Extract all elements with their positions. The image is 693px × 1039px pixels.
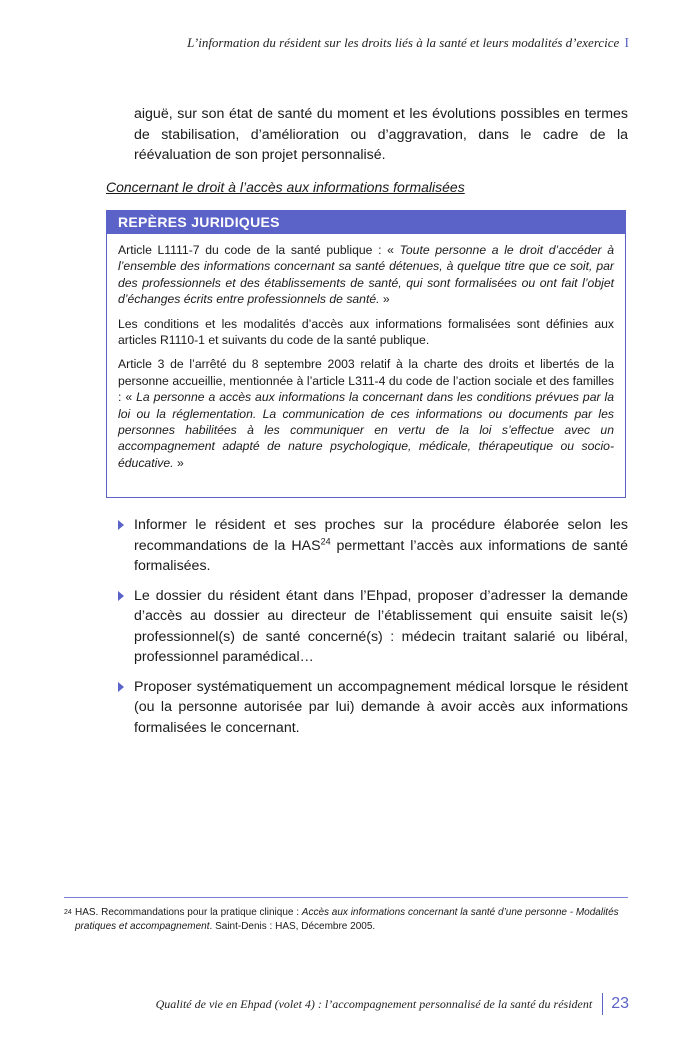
running-header [60, 35, 629, 52]
bullet-1-text: Informer le résident et ses proches sur la procédure élaborée selon les recommandations de la HAS [134, 517, 628, 554]
legal-p3-suffix: » [176, 455, 184, 470]
triangle-bullet-icon [118, 520, 124, 530]
section-title: Concernant le droit à l’accès aux informations formalisées [106, 179, 465, 195]
intro-paragraph: aiguë, sur son état de santé du moment et les évolutions possibles en termes de stabilisation, d’amélioration ou d’aggravation, dans le cadre de la réévaluation de son projet personnalisé. [134, 106, 628, 163]
recommendation-list [116, 515, 628, 747]
legal-box-body [107, 234, 625, 471]
part-number: I [624, 36, 629, 51]
bullet-1-text-end: permettant l’accès aux informations de santé formalisées. [134, 537, 628, 574]
footnote-title: Accès aux informations concernant la santé d’une personne - Modalités pratiques et accompagnement [75, 907, 619, 932]
legal-paragraph-2: Les conditions et les modalités d’accès aux informations formalisées sont définies aux articles R1110-1 et suivants du code de la santé publique. [118, 316, 614, 348]
legal-p1-suffix: » [382, 292, 390, 307]
legal-references-box [106, 210, 626, 498]
footnote-ref[interactable]: 24 [320, 535, 331, 546]
page-number: 23 [611, 995, 629, 1012]
footnote-suffix: . Saint-Denis : HAS, Décembre 2005. [209, 921, 376, 932]
footnote-prefix: HAS. Recommandations pour la pratique clinique : [75, 907, 300, 918]
bullet-3-text: Proposer systématiquement un accompagnement médical lorsque le résident (ou la personne autorisée par lui) demande à avoir accès aux informations formalisées le concernant. [134, 678, 628, 736]
legal-p3-prefix: Article 3 de l’arrêté du 8 septembre 2003 relatif à la charte des droits et libertés de la personne accueillie, mentionnée à l’article L311-4 du code de l’action sociale et des familles : « [118, 357, 614, 405]
legal-paragraph-1 [118, 242, 614, 308]
footnote-number: 24 [64, 909, 72, 916]
page-footer [156, 993, 629, 1015]
list-item [116, 515, 628, 577]
triangle-bullet-icon [118, 682, 124, 692]
legal-paragraph-3 [118, 356, 614, 471]
footer-separator [602, 993, 603, 1015]
footnote-divider [64, 897, 628, 898]
running-title: L’information du résident sur les droits liés à la santé et leurs modalités d’exercice [187, 35, 620, 50]
footnote [64, 906, 628, 934]
publication-title: Qualité de vie en Ehpad (volet 4) : l’accompagnement personnalisé de la santé du résident [155, 996, 593, 1011]
legal-p3-quote: La personne a accès aux informations la concernant dans les conditions prévues par la loi ou la réglementation. La communication de ces informations ou documents par les personnes habilitées à les communiquer en vertu de la loi s’effectue avec un accompagnement adapté de nature psychologique, médicale, thérapeutique ou socio-éducative. [118, 390, 614, 470]
bullet-2-text: Le dossier du résident étant dans l’Ehpad, proposer d’adresser la demande d’accès au dossier au directeur de l’établissement qui ensuite saisit le(s) professionnel(s) de santé concerné(s) : médecin traitant salarié ou libéral, professionnel paramédical… [134, 587, 628, 665]
list-item [116, 586, 628, 668]
legal-p1-quote: Toute personne a le droit d’accéder à l’ensemble des informations concernant sa santé détenues, à quelque titre que ce soit, par des professionnels et des établissements de santé, qui sont formalisées ou ont fait l’objet d’échanges écrits entre professionnels de santé. [118, 243, 615, 307]
legal-box-heading: REPÈRES JURIDIQUES [107, 211, 625, 234]
footnote-text [75, 906, 623, 934]
triangle-bullet-icon [118, 591, 124, 601]
legal-p1-prefix: Article L1111-7 du code de la santé publique : « [118, 243, 394, 257]
list-item [116, 677, 628, 739]
